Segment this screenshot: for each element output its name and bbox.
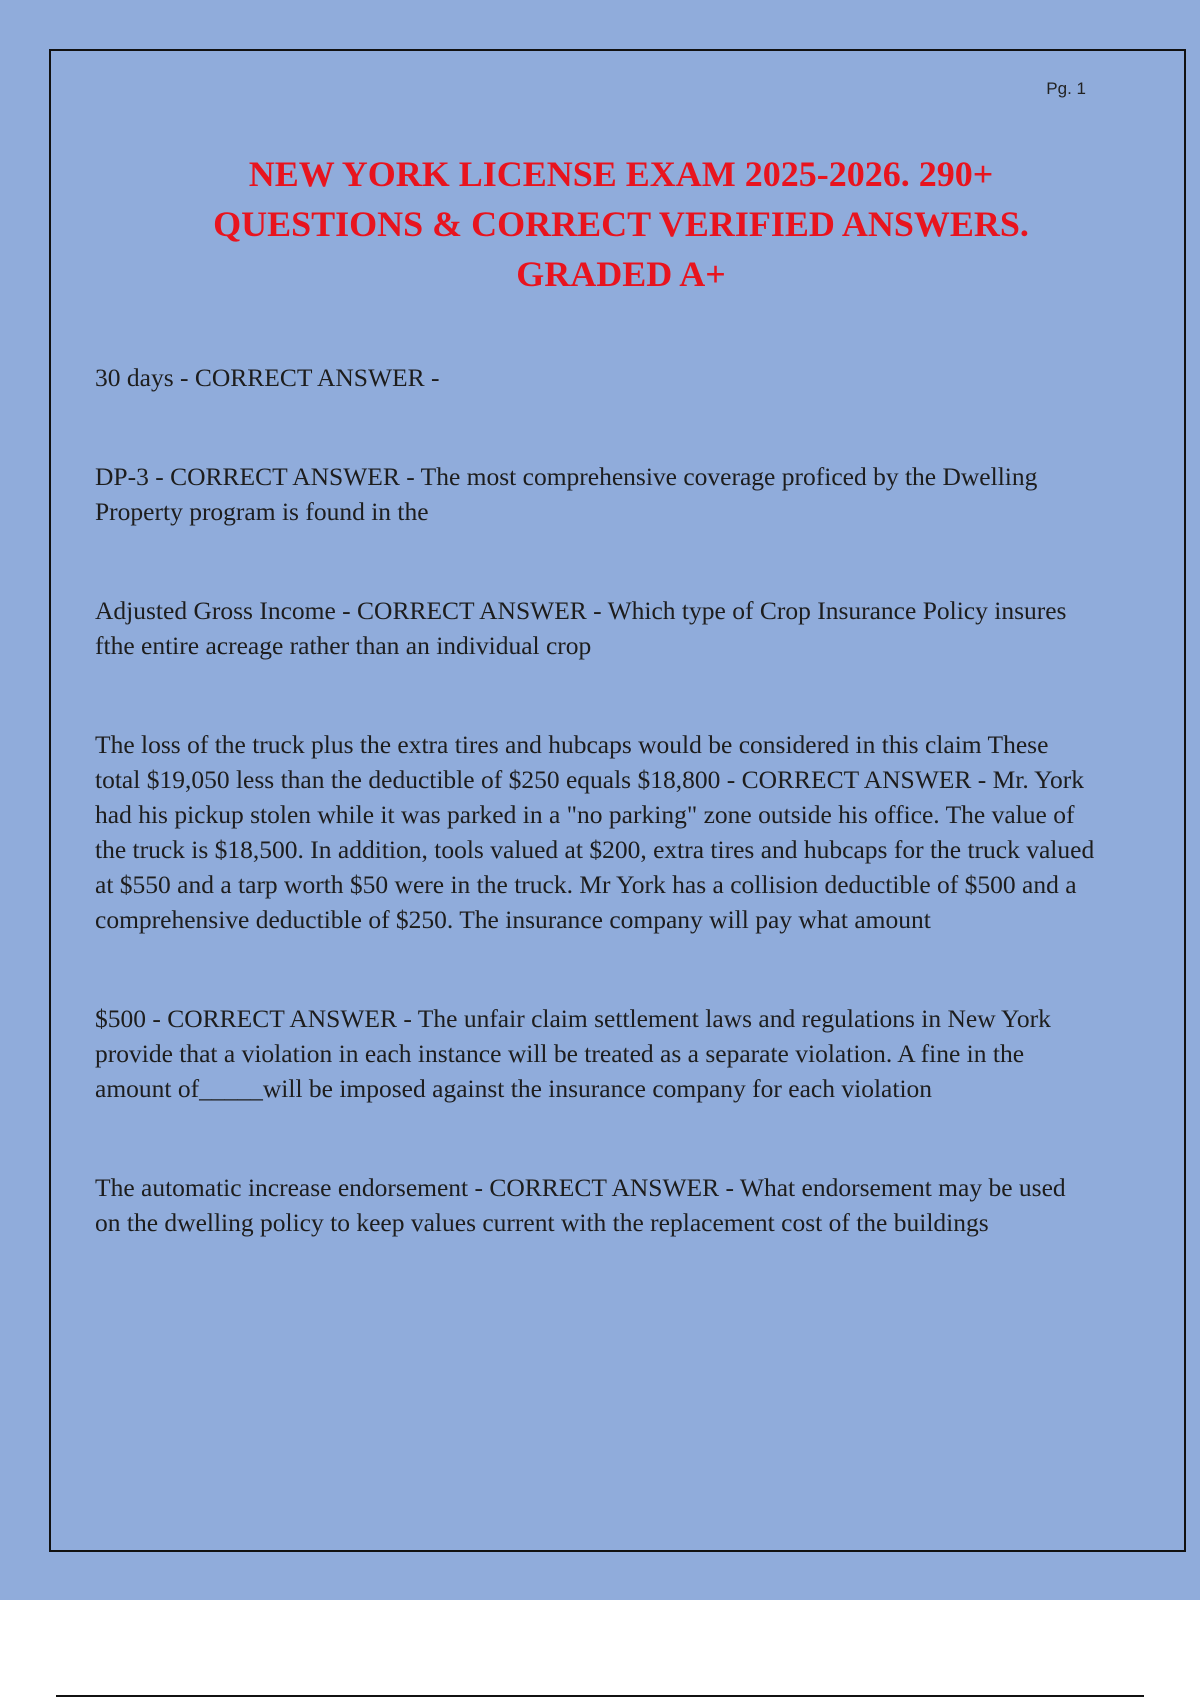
qa-entry: $500 - CORRECT ANSWER - The unfair claim settlement laws and regulations in New York provide that a violation in each instance will be treated as a separate violation. A fine in the amount of_____will be imposed against the insurance company for each violation <box>95 1004 1051 1103</box>
qa-entry: The loss of the truck plus the extra tires and hubcaps would be considered in this claim These total $19,050 less than the deductible of $250 equals $18,800 - CORRECT ANSWER - Mr. York had his pickup stolen while it was parked in a "no parking" zone outside his office. The value of the truck is $18,500. In addition, tools valued at $200, extra tires and hubcaps for the truck valued at $550 and a tarp worth $50 were in the truck. Mr York has a collision deductible of $500 and a comprehensive deductible of $250. The insurance company will pay what amount <box>95 730 1095 934</box>
page-number: Pg. 1 <box>1046 79 1086 98</box>
qa-entry: 30 days - CORRECT ANSWER - <box>95 363 440 392</box>
qa-entry: Adjusted Gross Income - CORRECT ANSWER - Which type of Crop Insurance Policy insures fthe entire acreage rather than an individual crop <box>95 596 1067 660</box>
qa-entries <box>95 360 1095 1304</box>
qa-entry: DP-3 - CORRECT ANSWER - The most comprehensive coverage proficed by the Dwelling Property program is found in the <box>95 462 1038 526</box>
document-title: NEW YORK LICENSE EXAM 2025-2026. 290+ QUESTIONS & CORRECT VERIFIED ANSWERS. GRADED A+ <box>213 154 1029 294</box>
footer-divider <box>56 1695 1144 1697</box>
qa-entry: The automatic increase endorsement - CORRECT ANSWER - What endorsement may be used on the dwelling policy to keep values current with the replacement cost of the buildings <box>95 1173 1066 1237</box>
